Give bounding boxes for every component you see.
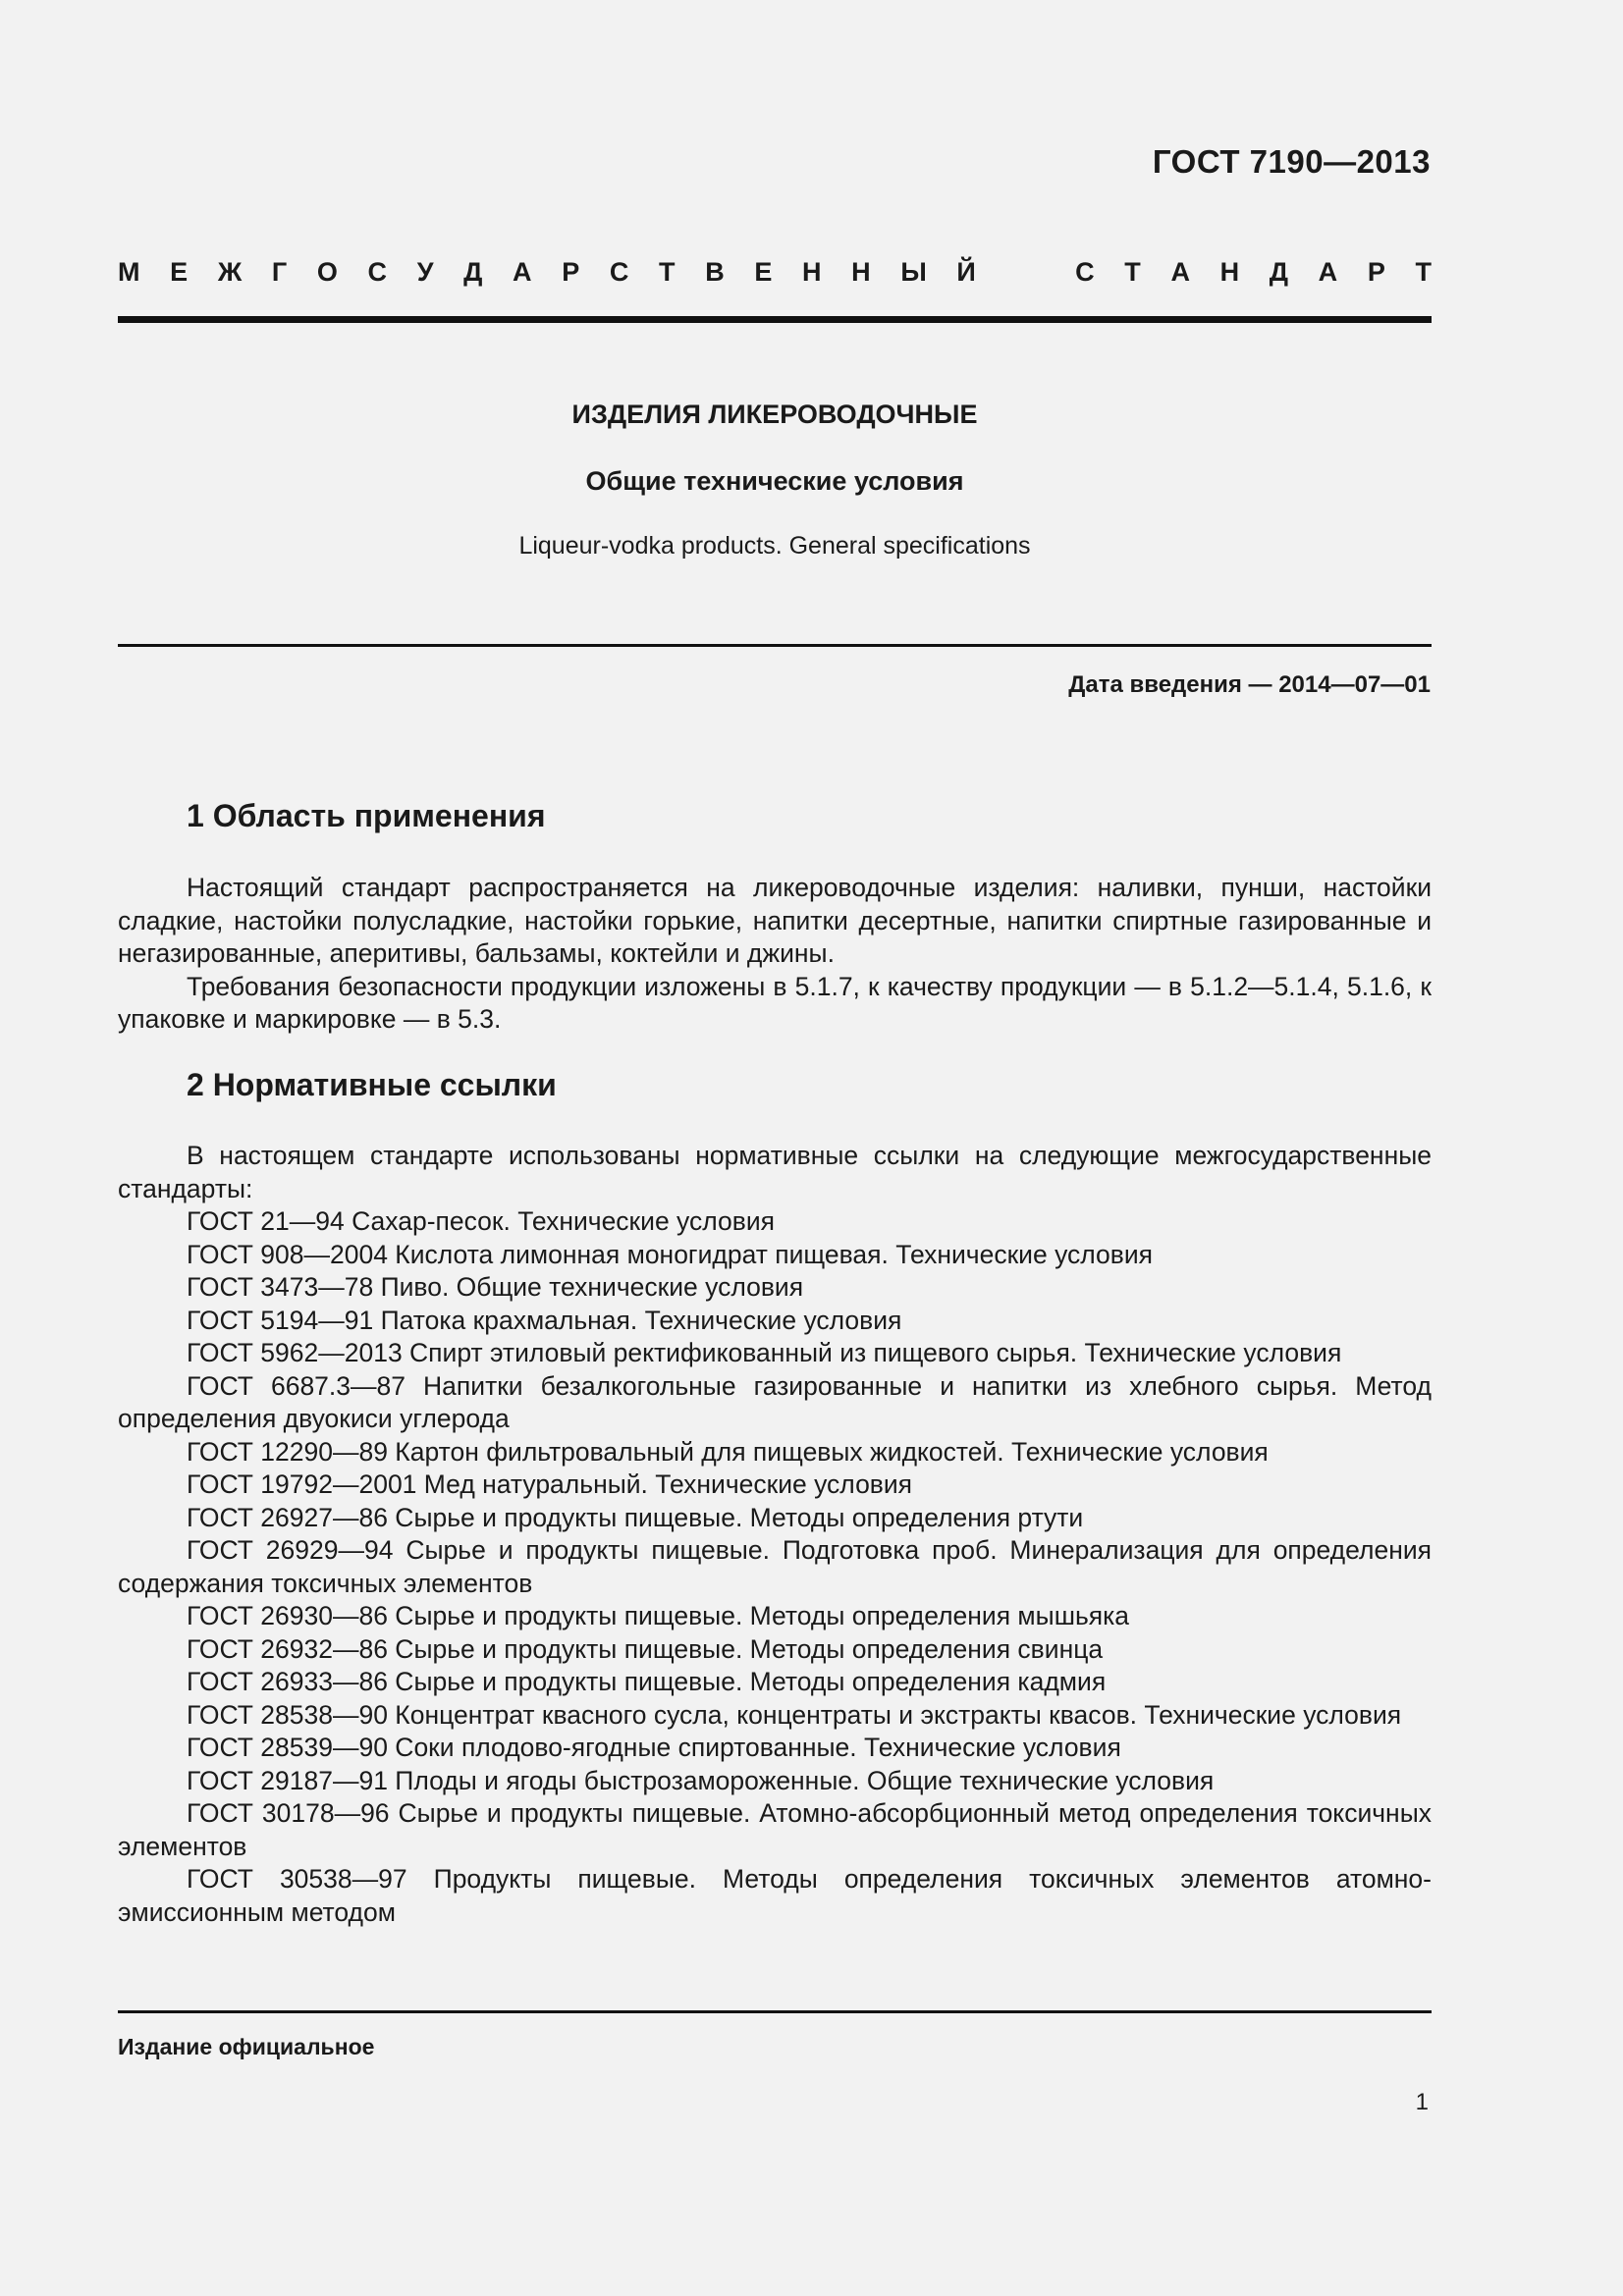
reference-item: ГОСТ 19792—2001 Мед натуральный. Технические условия (187, 1469, 913, 1499)
letter: Т (659, 257, 676, 287)
paragraph: Настоящий стандарт распространяется на ликероводочные изделия: наливки, пунши, настойки сладкие, настойки полусладкие, настойки горькие, напитки десертные, напитки спиртные газированные и негазированные, аперитивы, бальзамы, коктейли и джины. (118, 873, 1432, 968)
letter: Г (271, 257, 288, 287)
letter: С (367, 257, 388, 287)
official-edition-label: Издание официальное (118, 2034, 375, 2059)
standard-type-heading (118, 257, 1432, 288)
reference-item: ГОСТ 28538—90 Концентрат квасного сусла, концентраты и экстракты квасов. Технические условия (187, 1699, 1402, 1730)
reference-item: ГОСТ 30538—97 Продукты пищевые. Методы определения токсичных элементов атомно-эмиссионным методом (118, 1864, 1432, 1927)
section-body-scope (118, 872, 1432, 1037)
letter: Н (851, 257, 871, 287)
letter: Д (463, 257, 483, 287)
reference-item: ГОСТ 26932—86 Сырье и продукты пищевые. Методы определения свинца (187, 1633, 1104, 1664)
letter: У (416, 257, 434, 287)
letter: Т (1415, 257, 1432, 287)
letter: Т (1124, 257, 1141, 287)
reference-item: ГОСТ 26930—86 Сырье и продукты пищевые. Методы определения мышьяка (187, 1601, 1130, 1630)
reference-item: ГОСТ 5194—91 Патока крахмальная. Технические условия (187, 1305, 902, 1335)
introduction-date: Дата введения — 2014—07—01 (1068, 671, 1431, 698)
letter: Е (170, 257, 189, 287)
reference-item: ГОСТ 29187—91 Плоды и ягоды быстрозамороженные. Общие технические условия (187, 1765, 1215, 1795)
section-body-references (118, 1140, 1432, 1929)
letter: В (705, 257, 725, 287)
word-gap (1005, 257, 1045, 288)
letter: Р (1367, 257, 1385, 287)
document-subtitle: Общие технические условия (585, 466, 964, 496)
letter: М (118, 257, 140, 287)
section-heading-references: 2 Нормативные ссылки (187, 1067, 557, 1102)
letter: С (609, 257, 629, 287)
reference-item: ГОСТ 12290—89 Картон фильтровальный для пищевых жидкостей. Технические условия (187, 1436, 1269, 1467)
reference-item: ГОСТ 26933—86 Сырье и продукты пищевые. Методы определения кадмия (187, 1667, 1107, 1696)
letter: Ы (900, 257, 927, 287)
reference-item: ГОСТ 6687.3—87 Напитки безалкогольные газированные и напитки из хлебного сырья. Метод определения двуокиси углерода (118, 1370, 1432, 1433)
reference-item: ГОСТ 3473—78 Пиво. Общие технические условия (187, 1272, 804, 1302)
letter: Ж (217, 257, 243, 287)
letter: Р (562, 257, 580, 287)
page-number: 1 (1415, 2089, 1429, 2115)
letter: А (513, 257, 532, 287)
paragraph: В настоящем стандарте использованы нормативные ссылки на следующие межгосударственные стандарты: (118, 1141, 1432, 1203)
letter: Н (1219, 257, 1240, 287)
document-title: ИЗДЕЛИЯ ЛИКЕРОВОДОЧНЫЕ (571, 400, 978, 429)
footer-divider (118, 2010, 1432, 2013)
document-title-english: Liqueur-vodka products. General specifications (518, 532, 1031, 560)
reference-item: ГОСТ 26927—86 Сырье и продукты пищевые. Методы определения ртути (187, 1502, 1084, 1532)
paragraph: Требования безопасности продукции изложены в 5.1.7, к качеству продукции — в 5.1.2—5.1.4, 5.1.6, к упаковке и маркировке — в 5.3. (118, 971, 1432, 1034)
title-divider (118, 644, 1432, 647)
reference-item: ГОСТ 30178—96 Сырье и продукты пищевые. Атомно-абсорбционный метод определения токсичных элементов (118, 1798, 1432, 1861)
letter: О (316, 257, 338, 287)
reference-item: ГОСТ 908—2004 Кислота лимонная моногидрат пищевая. Технические условия (187, 1239, 1154, 1269)
letter: Й (956, 257, 976, 287)
letter: А (1170, 257, 1190, 287)
reference-item: ГОСТ 21—94 Сахар-песок. Технические условия (187, 1206, 775, 1236)
letter: Д (1269, 257, 1289, 287)
letter: А (1318, 257, 1338, 287)
reference-item: ГОСТ 5962—2013 Спирт этиловый ректификованный из пищевого сырья. Технические условия (187, 1338, 1342, 1367)
document-number: ГОСТ 7190—2013 (1152, 143, 1431, 180)
reference-item: ГОСТ 28539—90 Соки плодово-ягодные спиртованные. Технические условия (187, 1733, 1121, 1762)
letter: Н (802, 257, 822, 287)
letter: Е (754, 257, 773, 287)
reference-item: ГОСТ 26929—94 Сырье и продукты пищевые. Подготовка проб. Минерализация для определения содержания токсичных элементов (118, 1535, 1432, 1598)
letter: С (1075, 257, 1095, 287)
header-divider (118, 316, 1432, 323)
section-heading-scope: 1 Область применения (187, 798, 546, 833)
